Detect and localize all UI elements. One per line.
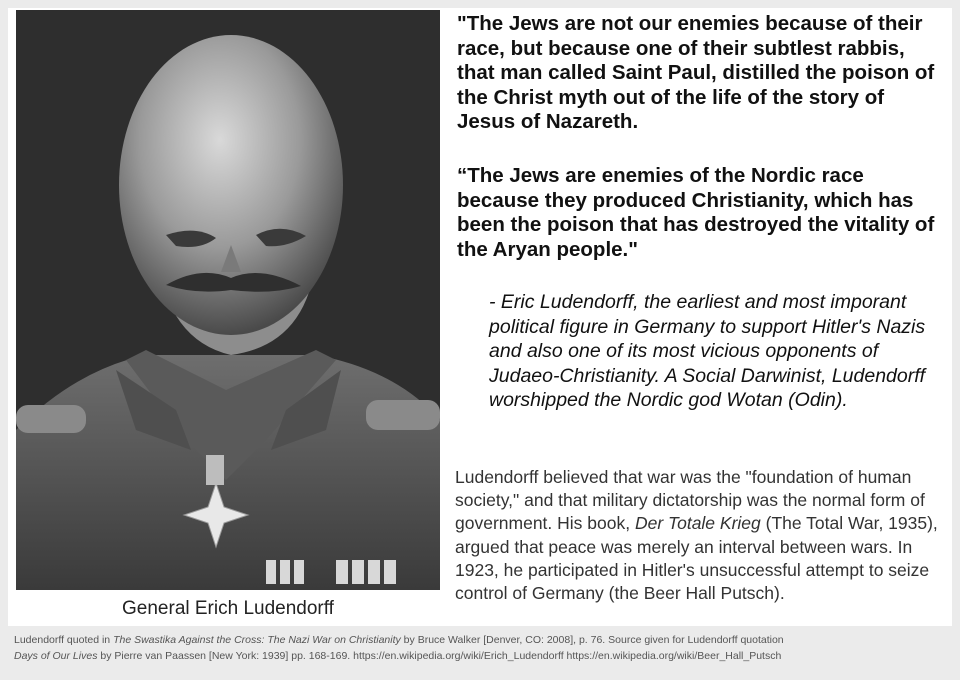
quote-attribution: - Eric Ludendorff, the earliest and most imporant political figure in Germany to support Hitler's Nazis and also one of its most vicious opponents of Judaeo-Christianity. A Social Darwinist, Ludendorff worshipped the Nordic god Wotan (Odin). xyxy=(489,291,926,411)
footer-text: Ludendorff quoted in xyxy=(14,634,114,646)
source-footer xyxy=(14,632,954,664)
footer-links: by Pierre van Paassen [New York: 1939] pp. 168-169. https://en.wikipedia.org/wiki/Erich_Ludendorff https://en.wikipedia.org/wiki/Beer_Hall_Putsch xyxy=(97,650,782,662)
bio-text-1: Ludendorff believed that war was the "foundation of human society," and that military dictatorship was the normal form of government. His book, xyxy=(455,467,925,534)
portrait-caption: General Erich Ludendorff xyxy=(16,592,440,626)
portrait-illustration xyxy=(16,10,440,590)
footer-line-2 xyxy=(14,648,954,664)
bio-paragraph xyxy=(455,466,950,605)
quote-1: "The Jews are not our enemies because of their race, but because one of their subtlest rabbis, that man called Saint Paul, distilled the poison of the Christ myth out of the life of the story of Jesus of Nazareth. xyxy=(457,12,935,133)
book-title: Der Totale Krieg xyxy=(634,513,761,534)
footer-book-title: Days of Our Lives xyxy=(14,650,98,662)
portrait-photo xyxy=(16,10,440,590)
bio-text-2: (The Total War, 1935), argued that peace was merely an interval between wars. In 1923, he participated in Hitler's unsuccessful attempt to seize control of Germany (the Beer Hall Putsch). xyxy=(455,513,938,604)
footer-text: by Bruce Walker [Denver, CO: 2008], p. 76. Source given for Ludendorff quotation xyxy=(400,634,784,646)
footer-book-title: The Swastika Against the Cross: The Nazi War on Christianity xyxy=(113,634,401,646)
footer-line-1 xyxy=(14,632,954,648)
quote-2: “The Jews are enemies of the Nordic race because they produced Christianity, which has been the poison that has destroyed the vitality of the Aryan people." xyxy=(457,164,935,261)
